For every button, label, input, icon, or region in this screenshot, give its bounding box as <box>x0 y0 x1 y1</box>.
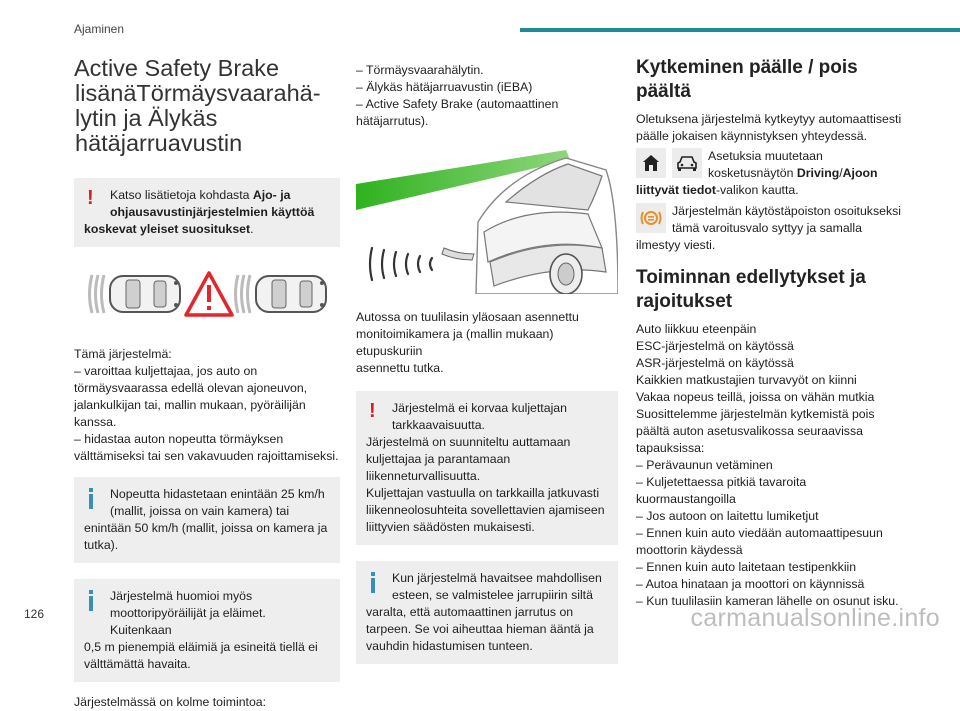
deactivation-line: Järjestelmän käytöstäpoiston osoitukseksi <box>672 204 901 218</box>
condition-item: kuormaustangoilla <box>636 492 736 506</box>
condition-item: päältä auton asetusvalikossa seuraavissa <box>636 424 863 438</box>
info-box-speed-reduction <box>74 477 340 563</box>
column-2 <box>356 62 618 664</box>
info-text: 0,5 m pienempiä eläimiä ja esineitä tiellä ei <box>84 640 318 654</box>
warning-box-driver-attention <box>356 391 618 545</box>
warning-text-bold: Ajo- ja <box>252 188 291 202</box>
intro-line: törmäysvaarassa edellä olevan ajoneuvon, <box>74 381 308 395</box>
title-line: hätäjarruavustin <box>75 130 243 156</box>
function-item: – Active Safety Brake (automaattinen <box>356 97 559 111</box>
condition-item: – Ennen kuin auto laitetaan testipenkkiin <box>636 560 857 574</box>
warning-text: liittyvien säädösten mukaisesti. <box>366 520 535 534</box>
info-text: esteen, se valmistelee jarrupiirin siltä <box>392 588 593 602</box>
page-number: 126 <box>24 607 45 621</box>
title-line: lytin ja Älykäs <box>75 105 218 131</box>
collision-warning-diagram <box>88 269 340 324</box>
column-1 <box>74 56 340 711</box>
warning-text: Kuljettajan vastuulla on tarkkailla jatkuvasti <box>366 486 600 500</box>
deactivation-line: ilmestyy viesti. <box>636 238 716 252</box>
function-item: – Törmäysvaarahälytin. <box>356 63 484 77</box>
info-text: enintään 50 km/h (mallit, joissa on kamera ja <box>84 521 328 535</box>
info-icon <box>371 572 375 594</box>
condition-item: Kaikkien matkustajien turvavyöt on kiinni <box>636 373 857 387</box>
settings-paragraph <box>636 148 904 199</box>
section-title-active-safety-brake <box>74 56 340 156</box>
info-text: Järjestelmä huomioi myös <box>110 589 253 603</box>
warning-text-bold: koskevat yleiset suositukset <box>84 222 251 236</box>
warning-text: tarkkaavaisuutta. <box>392 418 485 432</box>
condition-item: – Jos autoon on laitettu lumiketjut <box>636 509 819 523</box>
settings-line: Asetuksia muutetaan <box>708 149 823 163</box>
intro-line: – varoittaa kuljettajaa, jos auto on <box>74 364 258 378</box>
subtitle-line: päältä <box>636 81 691 102</box>
condition-item: ASR-järjestelmä on käytössä <box>636 356 794 370</box>
subtitle-conditions <box>636 266 904 314</box>
condition-item: – Kun tuulilasiin kameran lähelle on osunut isku. <box>636 594 899 608</box>
info-text: tutka). <box>84 538 119 552</box>
info-text: Nopeutta hidastetaan enintään 25 km/h <box>110 487 325 501</box>
warning-text: . <box>250 222 254 236</box>
settings-text: kosketusnäytön <box>708 166 797 180</box>
watermark: carmanualsonline.info <box>690 604 940 632</box>
info-text: vauhdin hidastumisen tunteen. <box>366 639 533 653</box>
warning-text: Järjestelmä on suunniteltu auttamaan <box>366 435 571 449</box>
info-box-brake-preparation <box>356 561 618 664</box>
default-line: päälle jokaisen käynnistyksen yhteydessä. <box>636 129 868 143</box>
function-item: – Älykäs hätäjarruavustin (iEBA) <box>356 80 533 94</box>
info-text: tarpeen. Se voi aiheuttaa hieman ääntä ja <box>366 622 594 636</box>
info-icon <box>89 488 93 510</box>
subtitle-line: rajoitukset <box>636 291 733 312</box>
condition-item: – Kuljetettaessa pitkiä tavaroita <box>636 475 807 489</box>
condition-item: – Perävaunun vetäminen <box>636 458 773 472</box>
settings-separator: / <box>839 166 843 180</box>
condition-item: – Autoa hinataan ja moottori on käynnissä <box>636 577 865 591</box>
info-text: Kun järjestelmä havaitsee mahdollisen <box>392 571 602 585</box>
info-icon <box>89 590 93 612</box>
intro-line: jalankulkijan tai, mallin mukaan, pyöräilijän <box>74 398 306 412</box>
sensor-line: monitoimikamera ja (mallin mukaan) etupuskuriin <box>356 327 554 358</box>
deactivation-paragraph <box>636 203 904 254</box>
condition-item: ESC-järjestelmä on käytössä <box>636 339 794 353</box>
sensor-line: asennettu tutka. <box>356 361 444 375</box>
functions-intro: Järjestelmässä on kolme toimintoa: <box>74 695 267 709</box>
condition-item: Auto liikkuu eteenpäin <box>636 322 757 336</box>
sensor-paragraph <box>356 309 618 377</box>
column-3 <box>636 56 904 610</box>
default-line: Oletuksena järjestelmä kytkeytyy automaattisesti <box>636 112 902 126</box>
title-line: lisänäTörmäysvaarahä- <box>75 80 321 106</box>
intro-line: kanssa. <box>74 415 117 429</box>
conditions-list <box>636 321 904 610</box>
home-icon <box>636 148 666 178</box>
intro-line: – hidastaa auton nopeutta törmäyksen <box>74 432 284 446</box>
title-line: Active Safety Brake <box>74 55 280 81</box>
function-item: hätäjarrutus). <box>356 114 429 128</box>
subtitle-on-off <box>636 56 904 104</box>
intro-line: Tämä järjestelmä: <box>74 347 172 361</box>
warning-text: Katso lisätietoja kohdasta <box>110 188 253 202</box>
info-text: (mallit, joissa on vain kamera) tai <box>110 504 290 518</box>
condition-item: – Ennen kuin auto viedään automaattipesuun <box>636 526 883 540</box>
settings-menu-driving: Driving <box>796 166 840 180</box>
warning-text-bold: ohjausavustinjärjestelmien käyttöä <box>110 205 315 219</box>
warning-text: kuljettajaa ja parantamaan <box>366 452 511 466</box>
warning-text: liikenneolosuhteita sovellettavien ajamiseen <box>366 503 605 517</box>
header-accent-bar <box>520 28 960 32</box>
car-icon <box>672 148 702 178</box>
deactivation-line: tämä varoitusvalo syttyy ja samalla <box>672 221 862 235</box>
info-text: välttämättä havaita. <box>84 657 191 671</box>
intro-paragraph <box>74 346 340 465</box>
condition-item: Vakaa nopeus teillä, joissa on vähän mutkia <box>636 390 875 404</box>
info-text: varalta, että automaattinen jarrutus on <box>366 605 574 619</box>
condition-item: tapauksissa: <box>636 441 705 455</box>
condition-item: Suosittelemme järjestelmän kytkemistä pois <box>636 407 875 421</box>
sensor-line: Autossa on tuulilasin yläosaan asennettu <box>356 310 579 324</box>
header-section-title: Ajaminen <box>74 22 125 36</box>
warning-text: liikenneturvallisuutta. <box>366 469 481 483</box>
functions-list <box>356 62 618 130</box>
warning-box-recommendations <box>74 178 340 247</box>
warning-text: Järjestelmä ei korvaa kuljettajan <box>392 401 567 415</box>
exclamation-mark-icon: ! <box>369 400 376 422</box>
subtitle-line: Kytkeminen päälle / pois <box>636 57 858 78</box>
brake-warning-light-icon <box>636 203 666 233</box>
settings-text: -valikon kautta. <box>715 183 799 197</box>
exclamation-mark-icon: ! <box>87 187 94 209</box>
intro-line: välttämiseksi tai sen vakavuuden rajoittamiseksi. <box>74 449 339 463</box>
info-text: moottoripyöräilijät ja eläimet. Kuitenkaan <box>110 606 266 637</box>
car-sensor-illustration <box>356 144 618 299</box>
default-paragraph <box>636 111 904 145</box>
info-box-motorcyclists <box>74 579 340 682</box>
settings-menu-tiedot: liittyvät tiedot <box>636 183 716 197</box>
settings-menu-ajoon: Ajoon <box>842 166 878 180</box>
condition-item: moottorin käydessä <box>636 543 743 557</box>
subtitle-line: Toiminnan edellytykset ja <box>636 267 866 288</box>
